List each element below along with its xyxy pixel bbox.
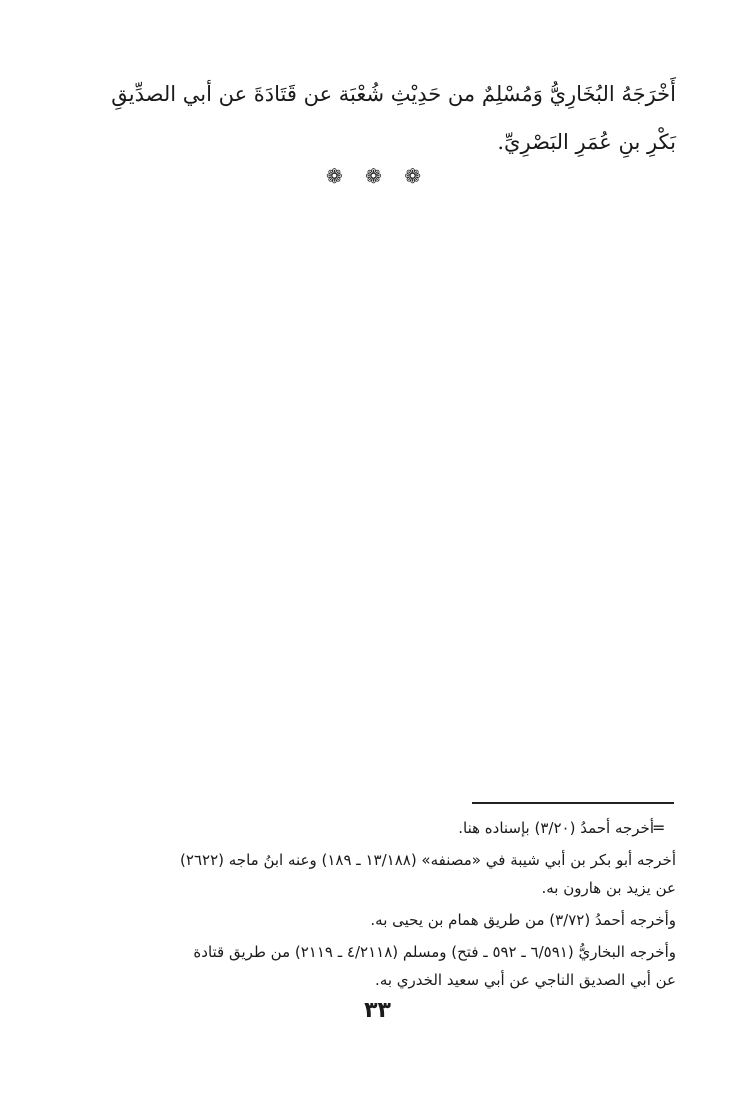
flower-ornament-icon: ❁ (404, 164, 429, 188)
footnote-continuation-marker: = (652, 818, 666, 837)
footnote-line: وأخرجه البخاريُّ (٦/٥٩١ ـ ٥٩٢ ـ فتح) ومسلم (٤/٢١١٨ ـ ٢١١٩) من طريق قتادة (193, 943, 676, 961)
main-text-line: أَخْرَجَهُ البُخَارِيُّ وَمُسْلِمٌ من حَدِيْثِ شُعْبَة عن قَتَادَةَ عن أبي الصدِّيقِ (111, 82, 676, 106)
section-divider-ornament (0, 164, 755, 188)
footnotes-block (74, 814, 676, 994)
footnote-line: عن أبي الصديق الناجي عن أبي سعيد الخدري به. (375, 971, 676, 989)
footnote-line: أخرجه أحمدُ (٣/٢٠) بإسناده هنا. (458, 819, 654, 837)
footnote-line: وأخرجه أحمدُ (٣/٧٢) من طريق همام بن يحيى به. (370, 911, 676, 929)
flower-ornament-icon: ❁ (365, 164, 390, 188)
page-number: ٣٣ (364, 998, 391, 1023)
main-text-paragraph (70, 70, 676, 166)
main-text-line: بَكْرِ بنِ عُمَرِ البَصْرِيِّ. (497, 130, 676, 154)
footnote-line: عن يزيد بن هارون به. (541, 879, 676, 897)
flower-ornament-icon: ❁ (325, 164, 351, 188)
footnote-separator-rule (472, 802, 674, 804)
footnote-line: أخرجه أبو بكر بن أبي شيبة في «مصنفه» (١٣/١٨٨ ـ ١٨٩) وعنه ابنُ ماجه (٢٦٢٢) (180, 851, 676, 869)
